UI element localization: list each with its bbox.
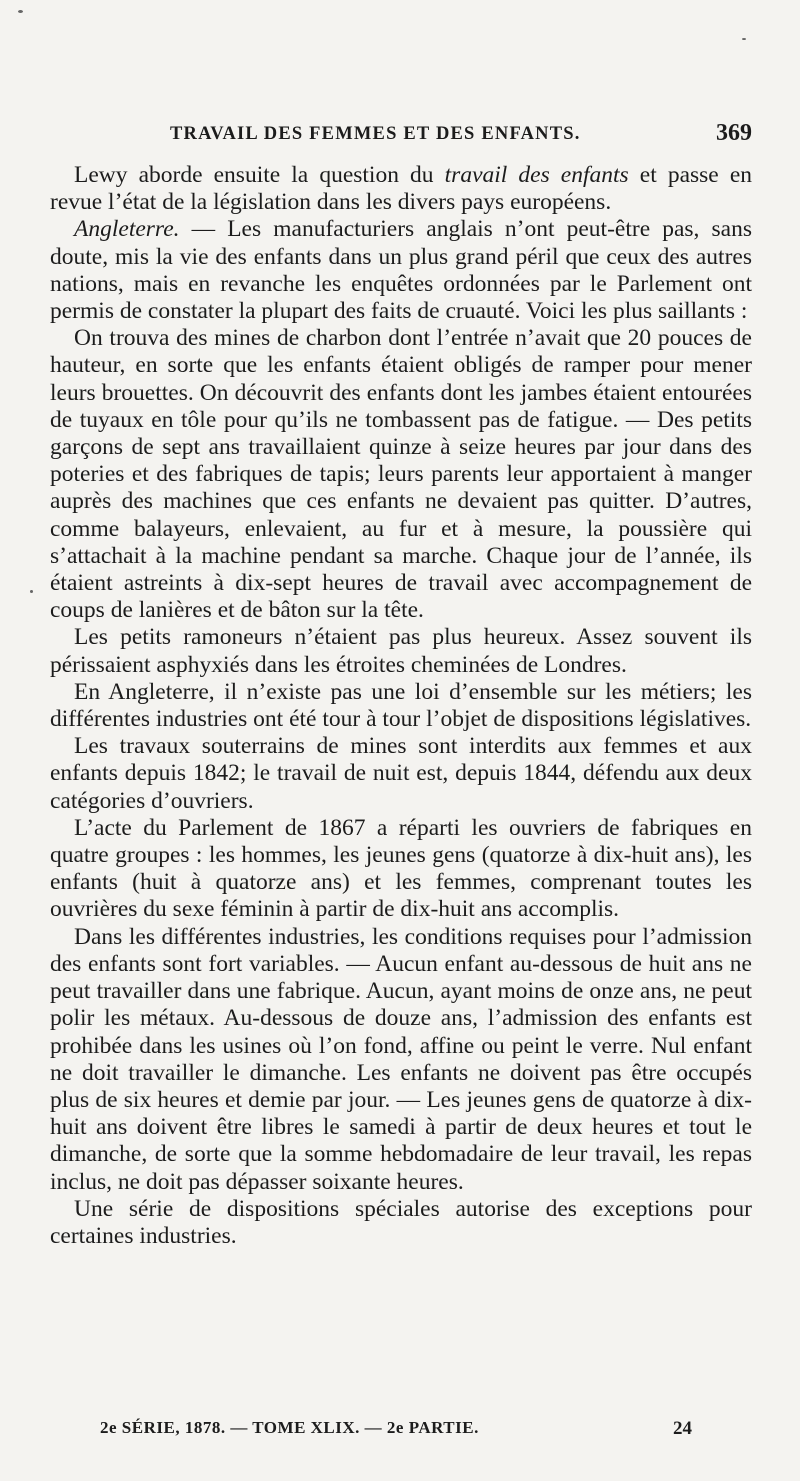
paragraph-4 <box>50 624 752 678</box>
paragraph-7-text: L’acte du Parlement de 1867 a réparti les ouvriers de fabriques en quatre groupes : les hommes, les jeunes gens (quatorze à dix-huit ans), les enfants (huit à quatorze ans) et les femmes, comprenant toutes les ouvrières du sexe féminin à partir de dix-huit ans accomplis. <box>50 814 752 923</box>
paragraph-9-text: Une série de dispositions spéciales autorise des exceptions pour certaines industries. <box>50 1195 752 1249</box>
paragraph-4-text: Les petits ramoneurs n’étaient pas plus heureux. Assez souvent ils périssaient asphyxiés dans les étroites cheminées de Londres. <box>50 624 752 678</box>
paragraph-9 <box>50 1196 752 1250</box>
page-number: 369 <box>716 120 752 146</box>
paragraph-5-text: En Angleterre, il n’existe pas une loi d’ensemble sur les métiers; les différentes industries ont été tour à tour l’objet de dispositions législatives. <box>50 678 752 733</box>
paragraph-1-text-a: Lewy aborde ensuite la question du <box>74 162 445 188</box>
paragraph-1-text-b: et passe en revue l’état de la législation dans les divers pays européens. <box>50 162 753 216</box>
paragraph-6 <box>50 733 752 815</box>
paragraph-1 <box>50 162 752 216</box>
paragraph-6-text: Les travaux souterrains de mines sont interdits aux femmes et aux enfants depuis 1842; le travail de nuit est, depuis 1844, défendu aux deux catégories d’ouvriers. <box>50 733 752 814</box>
paragraph-2 <box>50 216 752 325</box>
paragraph-7 <box>50 815 752 924</box>
paper-speck <box>18 10 23 13</box>
paragraph-5 <box>50 679 752 733</box>
paragraph-8 <box>50 924 752 1196</box>
paragraph-2-emphasis: Angleterre. <box>74 216 180 243</box>
paper-speck <box>742 38 746 40</box>
paragraph-8-text: Dans les différentes industries, les conditions requises pour l’admission des enfants sont fort variables. — Aucun enfant au-dessous de huit ans ne peut travailler dans une fabrique. Aucun, ayant moins de onze ans, ne peut polir les métaux. Au-dessous de douze ans, l’admission des enfants est prohibée dans les usines où l’on fond, affine ou peint le verre. Nul enfant ne doit travailler le dimanche. Les enfants ne doivent pas être occupés plus de six heures et demie par jour. — Les jeunes gens de quatorze à dix-huit ans doivent être libres le samedi à partir de deux heures et tout le dimanche, de sorte que la somme hebdomadaire de leur travail, les repas inclus, ne doit pas dépasser soixante heures. <box>50 923 752 1195</box>
paper-speck <box>30 590 33 593</box>
paragraph-1-emphasis: travail des enfants <box>444 162 629 188</box>
signature-number: 24 <box>673 1418 692 1439</box>
signature-line: 2e SÉRIE, 1878. — TOME XLIX. — 2e PARTIE. <box>100 1418 479 1437</box>
paragraph-3-text: On trouva des mines de charbon dont l’entrée n’avait que 20 pouces de hauteur, en sorte que les enfants étaient obligés de ramper pour mener leurs brouettes. On découvrit des enfants dont les jambes étaient entourées de tuyaux en tôle pour qu’ils ne tombassent pas de fatigue. — Des petits garçons de sept ans travaillaient quinze à seize heures par jour dans des poteries et des fabriques de tapis; leurs parents leur apportaient à manger auprès des machines que ces enfants ne devaient pas quitter. D’autres, comme balayeurs, enlevaient, au fur et à mesure, la poussière qui s’attachait à la machine pendant sa marche. Chaque jour de l’année, ils étaient astreints à dix-sept heures de travail avec accompagnement de coups de lanières et de bâton sur la tête. <box>50 325 752 624</box>
paragraph-3 <box>50 325 752 624</box>
body-text <box>50 162 752 1250</box>
paragraph-2-text-b: — Les manufacturiers anglais n’ont peut-être pas, sans doute, mis la vie des enfants dans un plus grand péril que ceux des autres nations, mais en revanche les enquêtes ordonnées par le Parlement ont permis de constater la plupart des faits de cruauté. Voici les plus saillants : <box>50 216 752 325</box>
running-head: TRAVAIL DES FEMMES ET DES ENFANTS. <box>170 124 581 144</box>
page-header <box>50 122 752 152</box>
